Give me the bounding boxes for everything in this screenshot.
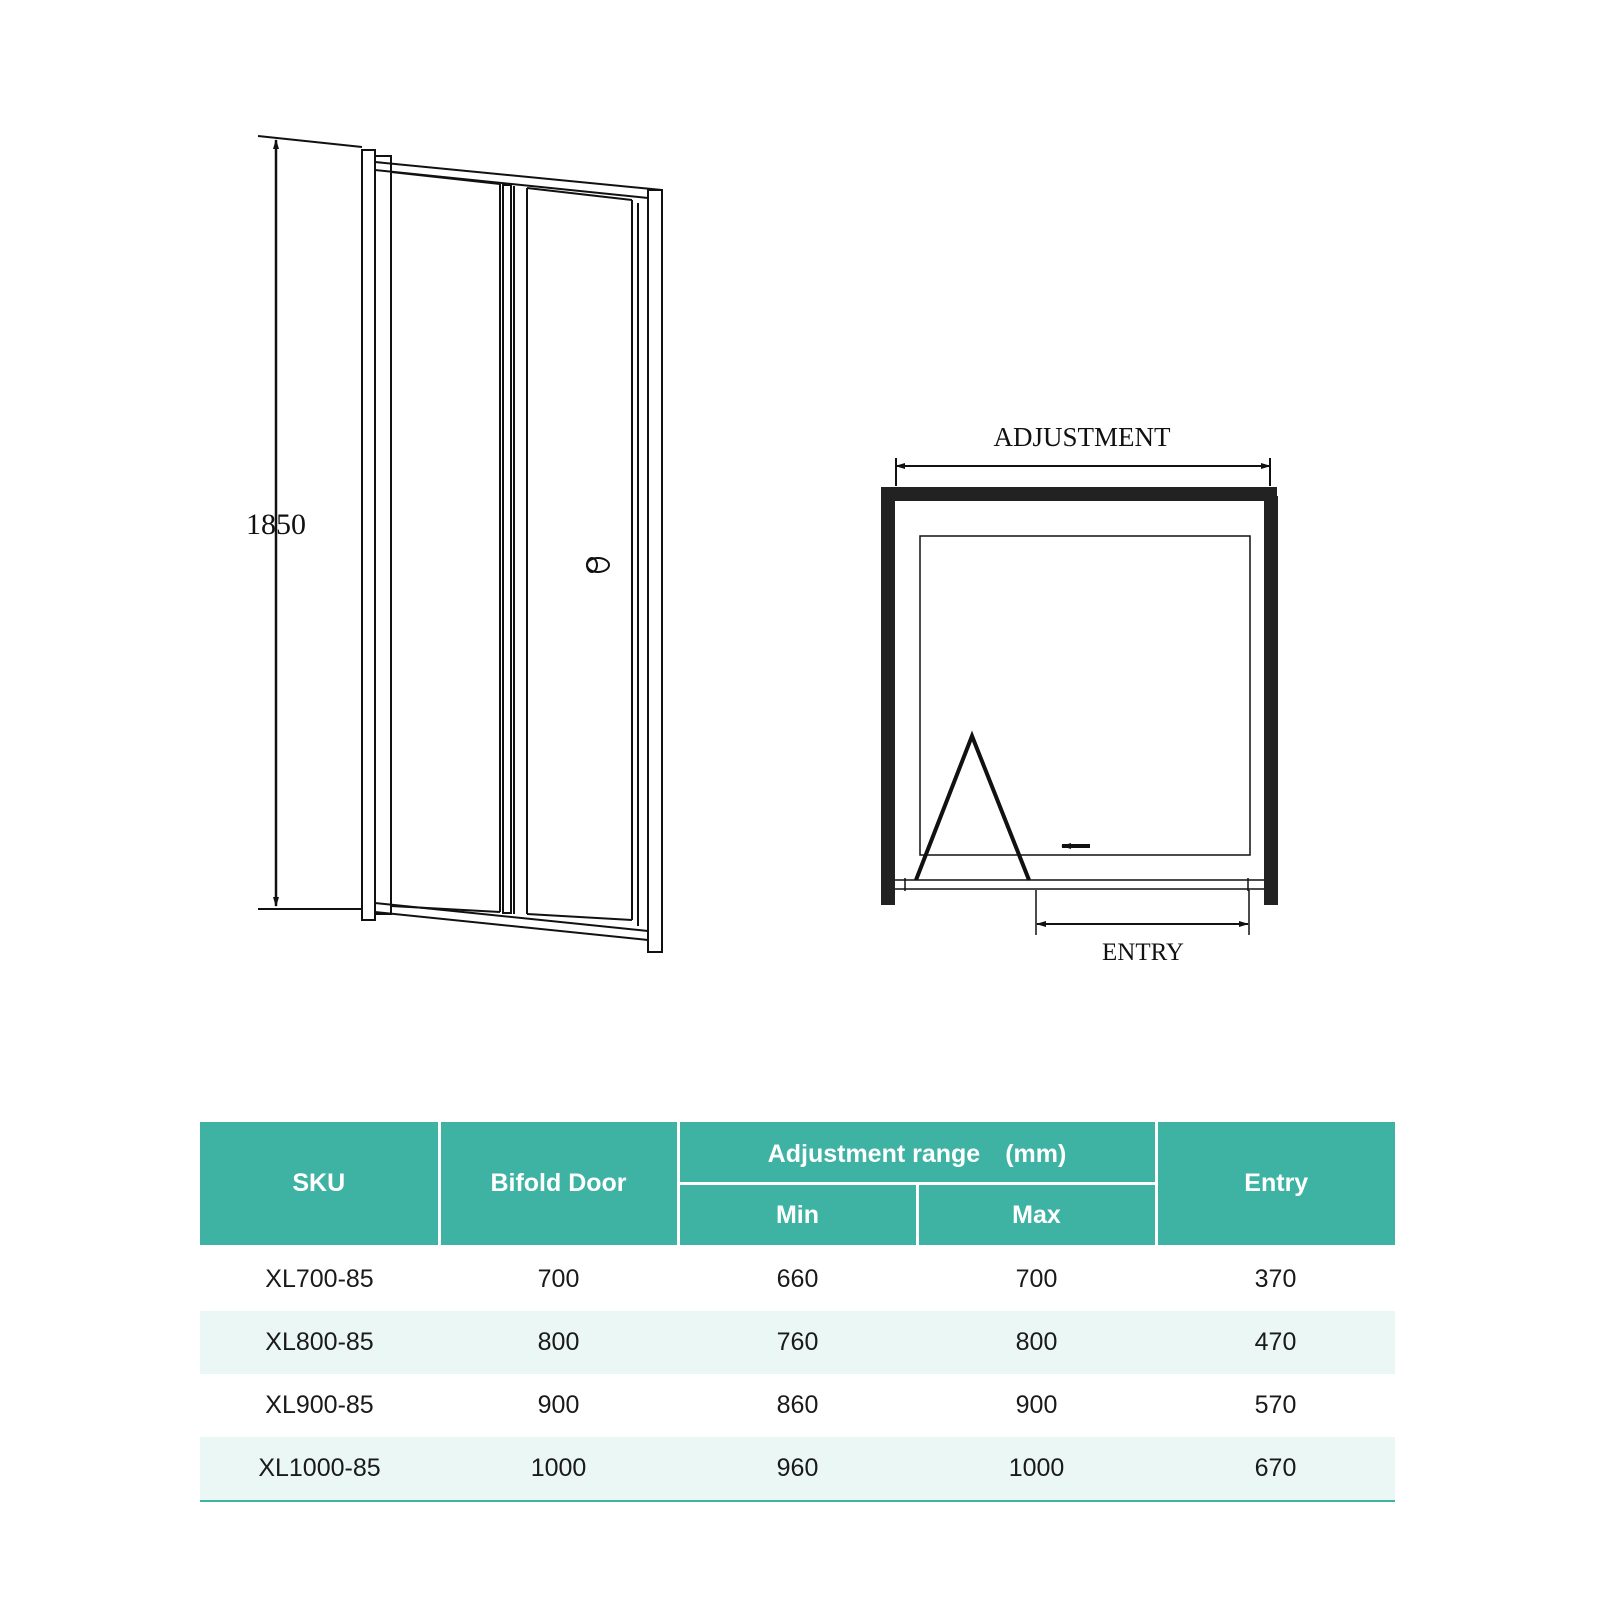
cell-sku: XL1000-85 xyxy=(200,1437,439,1501)
header-adjustment-range: Adjustment range (mm) xyxy=(678,1122,1156,1184)
shower-tray xyxy=(920,536,1250,855)
cell-sku: XL900-85 xyxy=(265,1391,374,1419)
cell-max: 1000 xyxy=(917,1437,1156,1501)
cell-max: 800 xyxy=(917,1311,1156,1374)
left-wall xyxy=(881,487,895,905)
header-sku: SKU xyxy=(200,1122,439,1247)
cell-entry: 570 xyxy=(1254,1391,1297,1419)
cell-max: 700 xyxy=(1015,1265,1058,1293)
cell-bifold-door: 800 xyxy=(439,1311,678,1374)
cell-sku: XL700-85 xyxy=(265,1265,374,1293)
table-row xyxy=(200,1311,1395,1374)
door-elevation xyxy=(258,136,662,952)
right-wall xyxy=(1264,496,1278,905)
plan-view xyxy=(881,458,1278,935)
table-row xyxy=(200,1437,1395,1501)
cell-min: 860 xyxy=(776,1391,819,1419)
back-wall xyxy=(881,487,1277,501)
right-profile xyxy=(648,190,662,952)
header-max: Max xyxy=(917,1184,1156,1247)
cell-entry: 470 xyxy=(1156,1311,1395,1374)
adjustment-label: ADJUSTMENT xyxy=(993,422,1171,452)
cell-bifold-door: 900 xyxy=(537,1391,580,1419)
left-wall-profile xyxy=(362,150,375,920)
left-wall-profile-inner xyxy=(375,156,391,914)
cell-min: 960 xyxy=(678,1437,917,1501)
height-label: 1850 xyxy=(246,508,306,541)
cell-min: 660 xyxy=(776,1265,819,1293)
cell-max: 900 xyxy=(1015,1391,1058,1419)
cell-bifold-door: 1000 xyxy=(439,1437,678,1501)
folded-door-panels xyxy=(916,736,1029,880)
header-bifold-door: Bifold Door xyxy=(439,1122,678,1247)
fold-hinge xyxy=(503,185,511,913)
height-extension-top xyxy=(258,136,362,147)
cell-min: 760 xyxy=(678,1311,917,1374)
cell-sku: XL800-85 xyxy=(200,1311,439,1374)
table-row xyxy=(200,1247,1395,1312)
cell-bifold-door: 700 xyxy=(537,1265,580,1293)
cell-entry: 670 xyxy=(1156,1437,1395,1501)
header-min: Min xyxy=(678,1184,917,1247)
entry-label: ENTRY xyxy=(1102,939,1184,966)
header-entry: Entry xyxy=(1156,1122,1395,1247)
spec-table xyxy=(200,1122,1395,1502)
table-row xyxy=(200,1374,1395,1437)
cell-entry: 370 xyxy=(1254,1265,1297,1293)
